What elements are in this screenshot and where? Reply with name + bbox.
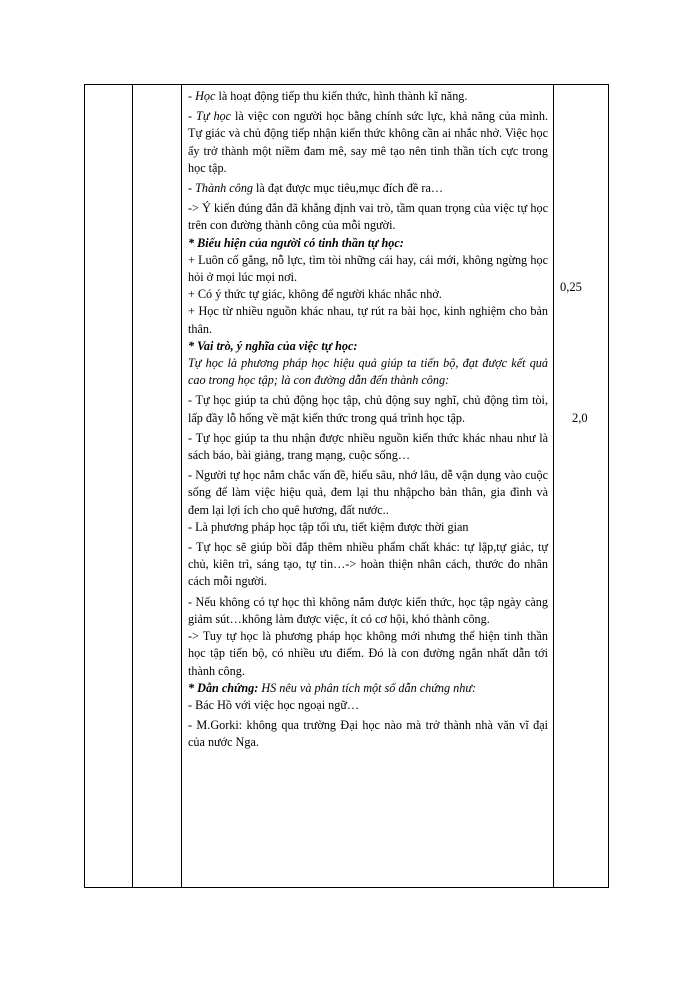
paragraph-tu-hoc: - Tự học là việc con người học bằng chính sức lực, khả năng của mình. Tự giác và chủ động tiếp nhận kiến thức không cần ai nhắc nhở. Việc học ấy trở thành một niềm đam mê, say mê tạo nên tinh thần tích cực trong học tập. [188,109,549,175]
score-value: 0,25 [560,280,582,294]
list-item: - Tự học giúp ta thu nhận được nhiều nguồn kiến thức khác nhau như là sách báo, bài giảng, trang mạng, cuộc sống… [188,430,548,463]
list-item: - Tự học sẽ giúp bồi đắp thêm nhiều phẩm chất khác: tự lập,tự giác, tự chủ, kiên trì, sáng tạo, tự tin…-> hoàn thiện nhân cách, thước đo nhân cách mỗi người. [188,540,548,589]
list-item: - Bác Hồ với việc học ngoại ngữ… [188,697,360,712]
column-divider [553,85,554,887]
paragraph-hoc: - Học là hoạt động tiếp thu kiến thức, hình thành kĩ năng. [188,89,468,103]
term: Học [195,89,216,103]
list-item: - Người tự học nắm chắc vấn đề, hiểu sâu, nhớ lâu, dễ vận dụng vào cuộc sống để làm việc hiệu quả, đem lại thu nhậpcho bản thân, gia đình và đem lại lợi ích cho quê hương, đất nước.. [188,468,548,517]
column-divider [132,85,133,887]
list-item: - M.Gorki: không qua trường Đại học nào mà trở thành nhà văn vĩ đại của nước Nga. [188,718,548,750]
list-item: -> Tuy tự học là phương pháp học không mới nhưng thể hiện tinh thần học tập tiến bộ, có nhiều ưu điểm. Đó là con đường ngắn nhất dẫn tới thành công. [188,629,548,678]
list-item: - Nếu không có tự học thì không nắm được kiến thức, học tập ngày càng giảm sút…không làm được việc, ít có cơ hội, khó thành công. [188,594,548,626]
term: Thành công [195,181,253,196]
paragraph-thanh-cong: - Thành công là đạt được mục tiêu,mục đích đề ra… [188,181,444,196]
score-value: 2,0 [572,411,588,425]
list-item: - Tự học giúp ta chủ động học tập, chủ động suy nghĩ, chủ động tìm tòi, lấp đầy lỗ hổng về mặt kiến thức trong quá trình học tập. [188,393,548,425]
section-heading: * Biểu hiện của người có tinh thần tự học: [188,235,404,250]
list-item: + Luôn cố gắng, nỗ lực, tìm tòi những cái hay, cái mới, không ngừng học hỏi ở mọi lúc mọi nơi. [188,252,548,285]
term: Tự học [196,109,232,124]
paragraph-conclusion: -> Ý kiến đúng đắn đã khẳng định vai trò, tầm quan trọng của việc tự học trên con đường thành công của mỗi người. [188,201,548,233]
section-heading: * Vai trò, ý nghĩa của việc tự học: [188,338,358,353]
list-item: + Có ý thức tự giác, không để người khác nhắc nhở. [188,287,442,302]
evidence-heading: * Dẫn chứng: HS nêu và phân tích một số dẫn chứng như: [188,680,477,695]
list-item: - Là phương pháp học tập tối ưu, tiết kiệm được thời gian [188,519,469,534]
column-divider [181,85,182,887]
answer-content [188,88,548,752]
section-intro: Tự học là phương pháp học hiệu quả giúp ta tiến bộ, đạt được kết quả cao trong học tập; là con đường dẫn đến thành công: [188,356,548,388]
list-item: + Học từ nhiều nguồn khác nhau, tự rút ra bài học, kinh nghiệm cho bản thân. [188,304,548,336]
answer-table [84,84,609,888]
